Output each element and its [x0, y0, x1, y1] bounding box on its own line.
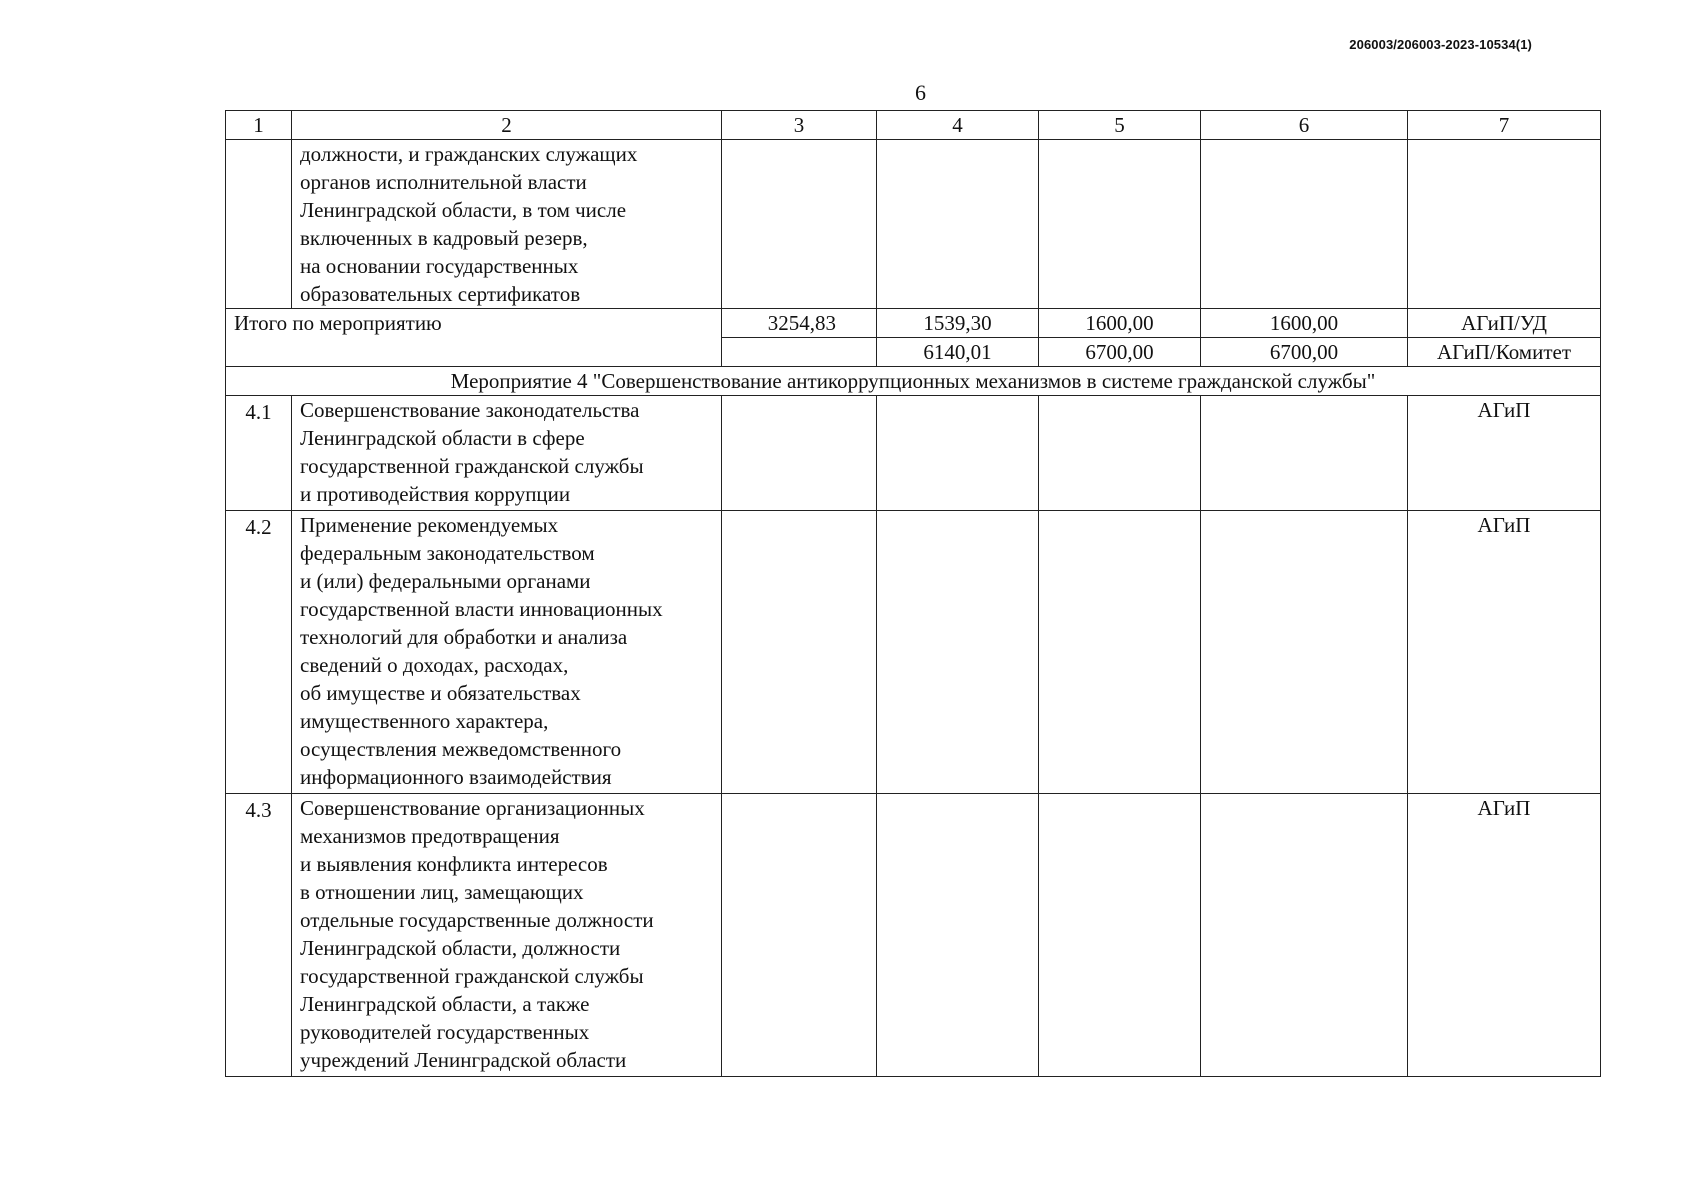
responsible-executor: АГиП/УД — [1408, 309, 1601, 338]
total-value: 6140,01 — [877, 338, 1039, 367]
column-number-row — [226, 111, 1601, 140]
document-id: 206003/206003-2023-10534(1) — [1349, 37, 1532, 52]
table-cell — [1039, 794, 1201, 1077]
table-cell — [877, 794, 1039, 1077]
table-cell — [722, 140, 877, 309]
table-cell — [1201, 140, 1408, 309]
row-description: Совершенствование организационных механизмов предотвращения и выявления конфликта интересов в отношении лиц, замещающих отдельные государственные должности Ленинградской области, должности государственной гражданской службы Ленинградской области, а также руководителей государственных учреждений Ленинградской области — [292, 794, 722, 1077]
column-header: 3 — [722, 111, 877, 140]
row-number: 4.2 — [226, 511, 292, 794]
section-title: Мероприятие 4 "Совершенствование антикоррупционных механизмов в системе гражданской службы" — [226, 367, 1601, 396]
row-number: 4.1 — [226, 396, 292, 511]
table-cell — [1039, 140, 1201, 309]
table-cell — [1408, 140, 1601, 309]
continuation-text: должности, и гражданских служащих органов исполнительной власти Ленинградской области, в том числе включенных в кадровый резерв, на основании государственных образовательных сертификатов — [292, 140, 722, 309]
table-row — [226, 511, 1601, 794]
total-label: Итого по мероприятию — [226, 309, 722, 367]
row-number: 4.3 — [226, 794, 292, 1077]
total-value: 3254,83 — [722, 309, 877, 338]
column-header: 2 — [292, 111, 722, 140]
responsible-executor: АГиП — [1408, 794, 1601, 1077]
table-cell — [877, 396, 1039, 511]
page-number: 6 — [915, 80, 926, 105]
responsible-executor: АГиП — [1408, 396, 1601, 511]
total-value: 1600,00 — [1039, 309, 1201, 338]
section-header-row — [226, 367, 1601, 396]
table-row — [226, 396, 1601, 511]
total-value: 6700,00 — [1039, 338, 1201, 367]
table-row — [226, 794, 1601, 1077]
column-header: 4 — [877, 111, 1039, 140]
table-cell — [722, 511, 877, 794]
responsible-executor: АГиП — [1408, 511, 1601, 794]
responsible-executor: АГиП/Комитет — [1408, 338, 1601, 367]
table-cell — [877, 140, 1039, 309]
total-value — [722, 338, 877, 367]
table-cell — [1039, 511, 1201, 794]
column-header: 6 — [1201, 111, 1408, 140]
total-row — [226, 309, 1601, 338]
total-value: 6700,00 — [1201, 338, 1408, 367]
table-cell — [1201, 511, 1408, 794]
table-cell — [722, 794, 877, 1077]
table-cell — [722, 396, 877, 511]
table-cell — [1201, 396, 1408, 511]
table-cell — [226, 140, 292, 309]
continuation-row — [226, 140, 1601, 309]
column-header: 5 — [1039, 111, 1201, 140]
row-description: Совершенствование законодательства Ленинградской области в сфере государственной гражданской службы и противодействия коррупции — [292, 396, 722, 511]
column-header: 1 — [226, 111, 292, 140]
column-header: 7 — [1408, 111, 1601, 140]
total-value: 1600,00 — [1201, 309, 1408, 338]
table-cell — [1039, 396, 1201, 511]
total-value: 1539,30 — [877, 309, 1039, 338]
table-cell — [877, 511, 1039, 794]
program-table — [225, 110, 1601, 1077]
table-cell — [1201, 794, 1408, 1077]
row-description: Применение рекомендуемых федеральным законодательством и (или) федеральными органами государственной власти инновационных технологий для обработки и анализа сведений о доходах, расходах, об имуществе и обязательствах имущественного характера, осуществления межведомственного информационного взаимодействия — [292, 511, 722, 794]
